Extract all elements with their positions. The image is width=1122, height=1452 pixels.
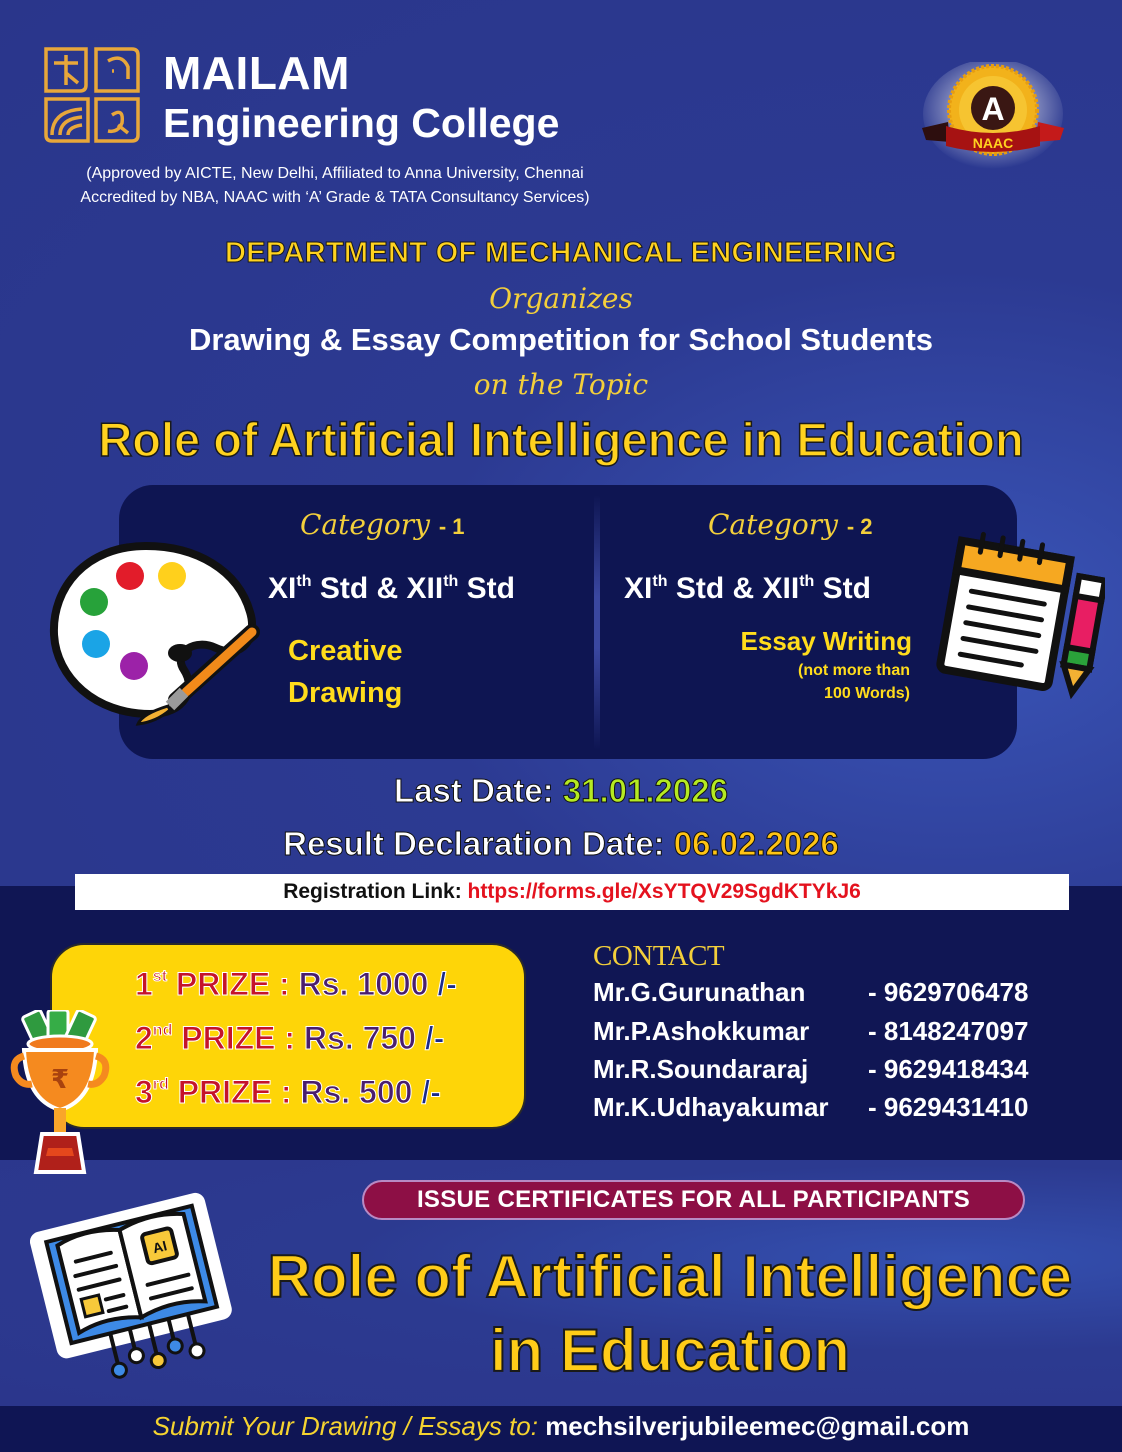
event-line-1: Creative	[288, 635, 403, 667]
note-line-1: (not more than	[798, 662, 910, 679]
std-b-sup: th	[443, 573, 459, 590]
topic-title: Role of Artificial Intelligence in Education	[98, 413, 1024, 466]
college-name: MAILAM	[163, 47, 350, 99]
category-1-standard	[268, 572, 515, 606]
contact-name: Mr.K.Udhayakumar	[593, 1092, 829, 1122]
std-b: XII	[762, 572, 800, 605]
category-2-word-limit	[660, 659, 910, 705]
std-b-sup: th	[799, 573, 815, 590]
department-title: DEPARTMENT OF MECHANICAL ENGINEERING	[225, 237, 897, 269]
category-2-standard	[624, 572, 871, 606]
prize-sep: :	[279, 966, 290, 1002]
submission-email[interactable]: mechsilverjubileemec@gmail.com	[545, 1411, 970, 1441]
college-subtitle: Engineering College	[163, 100, 560, 146]
organizes-label: Organizes	[489, 282, 633, 315]
bottom-topic-title	[240, 1240, 1100, 1388]
std-a-sup: th	[652, 573, 668, 590]
std-a-sup: th	[296, 573, 312, 590]
category-2-heading	[708, 508, 873, 541]
result-date-value: 06.02.2026	[673, 825, 839, 862]
category-1-label: Category	[300, 508, 430, 541]
prize-3	[135, 1074, 441, 1111]
contact-name: Mr.G.Gurunathan	[593, 977, 806, 1007]
prize-rank: 2	[135, 1020, 153, 1056]
category-2-event: Essay Writing	[740, 626, 912, 656]
svg-text:₹: ₹	[50, 1065, 70, 1095]
topic-label: on the Topic	[473, 368, 649, 401]
category-1-number: - 1	[438, 514, 465, 539]
contact-row	[593, 977, 1093, 1008]
std-word: Std	[822, 572, 871, 605]
prize-rank-sup: nd	[152, 1022, 173, 1039]
result-date-label: Result Declaration Date:	[283, 825, 665, 862]
prize-rank: 1	[135, 966, 153, 1002]
submission-label: Submit Your Drawing / Essays to:	[152, 1411, 538, 1441]
prize-sep: :	[280, 1074, 292, 1110]
affiliation-text	[30, 162, 640, 210]
std-word: Std	[319, 572, 369, 605]
affiliation-line-2: Accredited by NBA, NAAC with ‘A’ Grade & TATA Consultancy Services)	[80, 189, 590, 206]
affiliation-line-1: (Approved by AICTE, New Delhi, Affiliated to Anna University, Chennai	[86, 165, 584, 182]
prize-1	[135, 966, 457, 1003]
result-date	[0, 825, 1122, 863]
prize-amount: Rs. 500	[300, 1074, 413, 1110]
category-divider	[594, 495, 600, 750]
std-word: Std	[466, 572, 515, 605]
amp: &	[376, 572, 399, 605]
contact-phone[interactable]: - 8148247097	[868, 1016, 1029, 1046]
prize-label: PRIZE	[175, 966, 271, 1002]
last-date	[0, 772, 1122, 810]
category-2-label: Category	[708, 508, 838, 541]
prize-amount: Rs. 750	[303, 1020, 416, 1056]
prize-suffix: /-	[424, 1020, 445, 1056]
college-logo-icon	[42, 45, 142, 145]
contact-row	[593, 1016, 1093, 1047]
prize-rank-sup: st	[152, 968, 168, 985]
svg-text:AI: AI	[151, 1237, 169, 1257]
prize-2	[135, 1020, 444, 1057]
competition-title: Drawing & Essay Competition for School Students	[188, 322, 934, 357]
registration-link[interactable]: https://forms.gle/XsYTQV29SgdKTYkJ6	[467, 880, 861, 903]
contact-row	[593, 1092, 1093, 1123]
contact-phone[interactable]: - 9629706478	[868, 977, 1029, 1007]
contact-phone[interactable]: - 9629431410	[868, 1092, 1029, 1122]
ai-book-icon	[30, 1188, 240, 1388]
registration-label: Registration Link:	[283, 880, 462, 903]
contact-phone[interactable]: - 9629418434	[868, 1054, 1029, 1084]
trophy-rupee-icon	[10, 1010, 110, 1180]
event-line-2: Drawing	[288, 677, 403, 709]
submission-info	[0, 1411, 1122, 1442]
registration-bar	[75, 874, 1069, 910]
contact-heading: CONTACT	[593, 940, 725, 972]
category-1-heading	[300, 508, 465, 541]
std-a: XI	[268, 572, 297, 605]
contact-name: Mr.R.Soundararaj	[593, 1054, 809, 1084]
svg-text:NAAC: NAAC	[972, 135, 1014, 151]
svg-text:A: A	[981, 91, 1005, 127]
bottom-topic-line-1: Role of Artificial Intelligence	[267, 1243, 1073, 1310]
category-1-event	[288, 630, 402, 714]
last-date-label: Last Date:	[394, 772, 554, 809]
prize-label: PRIZE	[177, 1074, 272, 1110]
category-2-number: - 2	[846, 514, 873, 539]
amp: &	[732, 572, 755, 605]
bottom-topic-line-2: in Education	[490, 1317, 850, 1384]
prize-sep: :	[284, 1020, 296, 1056]
paint-palette-icon	[46, 538, 268, 728]
std-a: XI	[624, 572, 653, 605]
contact-row	[593, 1054, 1093, 1085]
prize-rank-sup: rd	[152, 1076, 169, 1093]
last-date-value: 31.01.2026	[562, 772, 728, 809]
certificates-banner: ISSUE CERTIFICATES FOR ALL PARTICIPANTS	[362, 1180, 1025, 1220]
prize-rank: 3	[135, 1074, 153, 1110]
std-b: XII	[406, 572, 444, 605]
prize-suffix: /-	[437, 966, 457, 1002]
note-line-2: 100 Words)	[824, 685, 910, 702]
contact-name: Mr.P.Ashokkumar	[593, 1016, 810, 1046]
std-word: Std	[675, 572, 725, 605]
naac-badge-icon	[918, 62, 1068, 172]
notepad-pencil-icon	[930, 530, 1105, 700]
prize-label: PRIZE	[181, 1020, 276, 1056]
prize-amount: Rs. 1000	[298, 966, 429, 1002]
prize-suffix: /-	[421, 1074, 441, 1110]
